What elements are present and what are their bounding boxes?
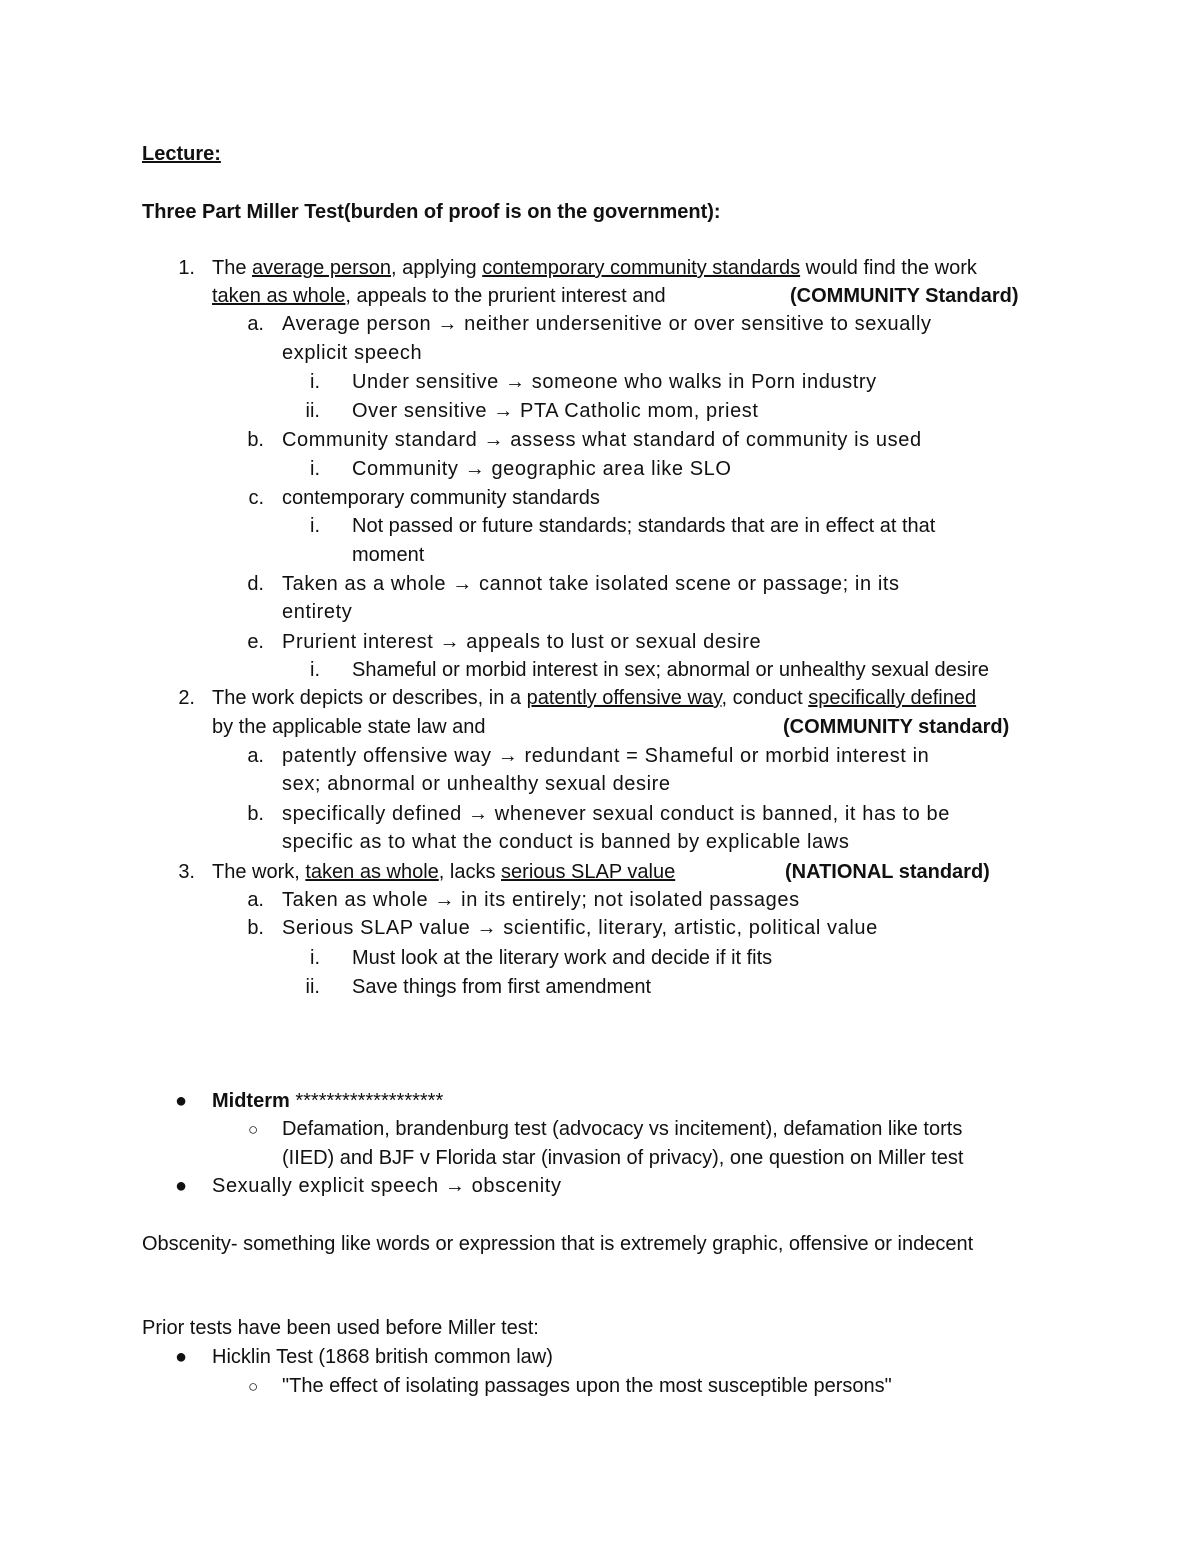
item3a: Taken as whole → in its entirely; not isolated passages bbox=[282, 889, 800, 911]
sexually-explicit-line: Sexually explicit speech → obscenity bbox=[212, 1175, 562, 1197]
list-roman-i: i. bbox=[310, 947, 320, 969]
community-standard-tag: (COMMUNITY Standard) bbox=[790, 285, 1019, 307]
item2-line1: The work depicts or describes, in a patently offensive way, conduct specifically defined bbox=[212, 687, 977, 709]
bullet-disc-icon: ● bbox=[175, 1346, 188, 1368]
prior-tests-intro: Prior tests have been used before Miller test: bbox=[142, 1317, 539, 1339]
lecture-heading: Lecture: bbox=[142, 143, 221, 165]
item3-line1: The work, taken as whole, lacks serious SLAP value bbox=[212, 861, 676, 883]
item2-line2: by the applicable state law and bbox=[212, 716, 486, 738]
list-roman-i: i. bbox=[310, 515, 320, 537]
item1c-i-line2: moment bbox=[352, 544, 425, 566]
list-letter-d: d. bbox=[247, 573, 264, 595]
item1d-line2: entirety bbox=[282, 601, 353, 623]
item1b-i: Community → geographic area like SLO bbox=[352, 458, 732, 480]
community-standard-tag: (COMMUNITY standard) bbox=[783, 716, 1010, 738]
bullet-disc-icon: ● bbox=[175, 1175, 188, 1197]
bullet-circle-icon: ○ bbox=[248, 1377, 259, 1396]
list-roman-i: i. bbox=[310, 458, 320, 480]
item3b: Serious SLAP value → scientific, literary, artistic, political value bbox=[282, 917, 878, 939]
hicklin-test-line: Hicklin Test (1868 british common law) bbox=[212, 1346, 553, 1368]
list-letter-a: a. bbox=[247, 745, 264, 767]
item2a-line1: patently offensive way → redundant = Shameful or morbid interest in bbox=[282, 745, 930, 767]
item1a-i: Under sensitive → someone who walks in Porn industry bbox=[352, 371, 877, 393]
list-letter-b: b. bbox=[247, 429, 264, 451]
miller-test-title: Three Part Miller Test(burden of proof is on the government): bbox=[142, 201, 721, 223]
item1a-line2: explicit speech bbox=[282, 342, 423, 364]
list-roman-i: i. bbox=[310, 371, 320, 393]
item2b-line2: specific as to what the conduct is banned by explicable laws bbox=[282, 831, 850, 853]
item1b: Community standard → assess what standard of community is used bbox=[282, 429, 922, 451]
midterm-sub-line2: (IIED) and BJF v Florida star (invasion of privacy), one question on Miller test bbox=[282, 1147, 964, 1169]
list-letter-e: e. bbox=[247, 631, 264, 653]
item3b-ii: Save things from first amendment bbox=[352, 976, 652, 998]
list-roman-ii: ii. bbox=[305, 976, 320, 998]
list-number-3: 3. bbox=[178, 861, 195, 883]
list-letter-c: c. bbox=[248, 487, 264, 509]
bullet-disc-icon: ● bbox=[175, 1090, 188, 1112]
item2a-line2: sex; abnormal or unhealthy sexual desire bbox=[282, 773, 671, 795]
item1c-i-line1: Not passed or future standards; standards that are in effect at that bbox=[352, 515, 936, 537]
item3b-i: Must look at the literary work and decide if it fits bbox=[352, 947, 773, 969]
list-letter-b: b. bbox=[247, 803, 264, 825]
item2b-line1: specifically defined → whenever sexual conduct is banned, it has to be bbox=[282, 803, 950, 825]
item1d-line1: Taken as a whole → cannot take isolated scene or passage; in its bbox=[282, 573, 900, 595]
obscenity-definition: Obscenity- something like words or expression that is extremely graphic, offensive or indecent bbox=[142, 1233, 974, 1255]
list-letter-b: b. bbox=[247, 917, 264, 939]
item1c: contemporary community standards bbox=[282, 487, 600, 509]
national-standard-tag: (NATIONAL standard) bbox=[785, 861, 990, 883]
list-letter-a: a. bbox=[247, 889, 264, 911]
list-roman-i: i. bbox=[310, 659, 320, 681]
item1e-i: Shameful or morbid interest in sex; abnormal or unhealthy sexual desire bbox=[352, 659, 989, 681]
item1a-line1: Average person → neither undersenitive or over sensitive to sexually bbox=[282, 313, 932, 335]
hicklin-quote: "The effect of isolating passages upon the most susceptible persons" bbox=[282, 1375, 892, 1397]
item1-line2: taken as whole, appeals to the prurient interest and bbox=[212, 285, 666, 307]
list-letter-a: a. bbox=[247, 313, 264, 335]
list-number-2: 2. bbox=[178, 687, 195, 709]
midterm-sub-line1: Defamation, brandenburg test (advocacy vs incitement), defamation like torts bbox=[282, 1118, 963, 1140]
item1a-ii: Over sensitive → PTA Catholic mom, priest bbox=[352, 400, 759, 422]
list-roman-ii: ii. bbox=[305, 400, 320, 422]
midterm-line: Midterm ******************* bbox=[212, 1090, 444, 1112]
bullet-circle-icon: ○ bbox=[248, 1120, 259, 1139]
item1e: Prurient interest → appeals to lust or sexual desire bbox=[282, 631, 762, 653]
item1-line1: The average person, applying contemporary community standards would find the work bbox=[212, 257, 977, 279]
list-number-1: 1. bbox=[178, 257, 195, 279]
